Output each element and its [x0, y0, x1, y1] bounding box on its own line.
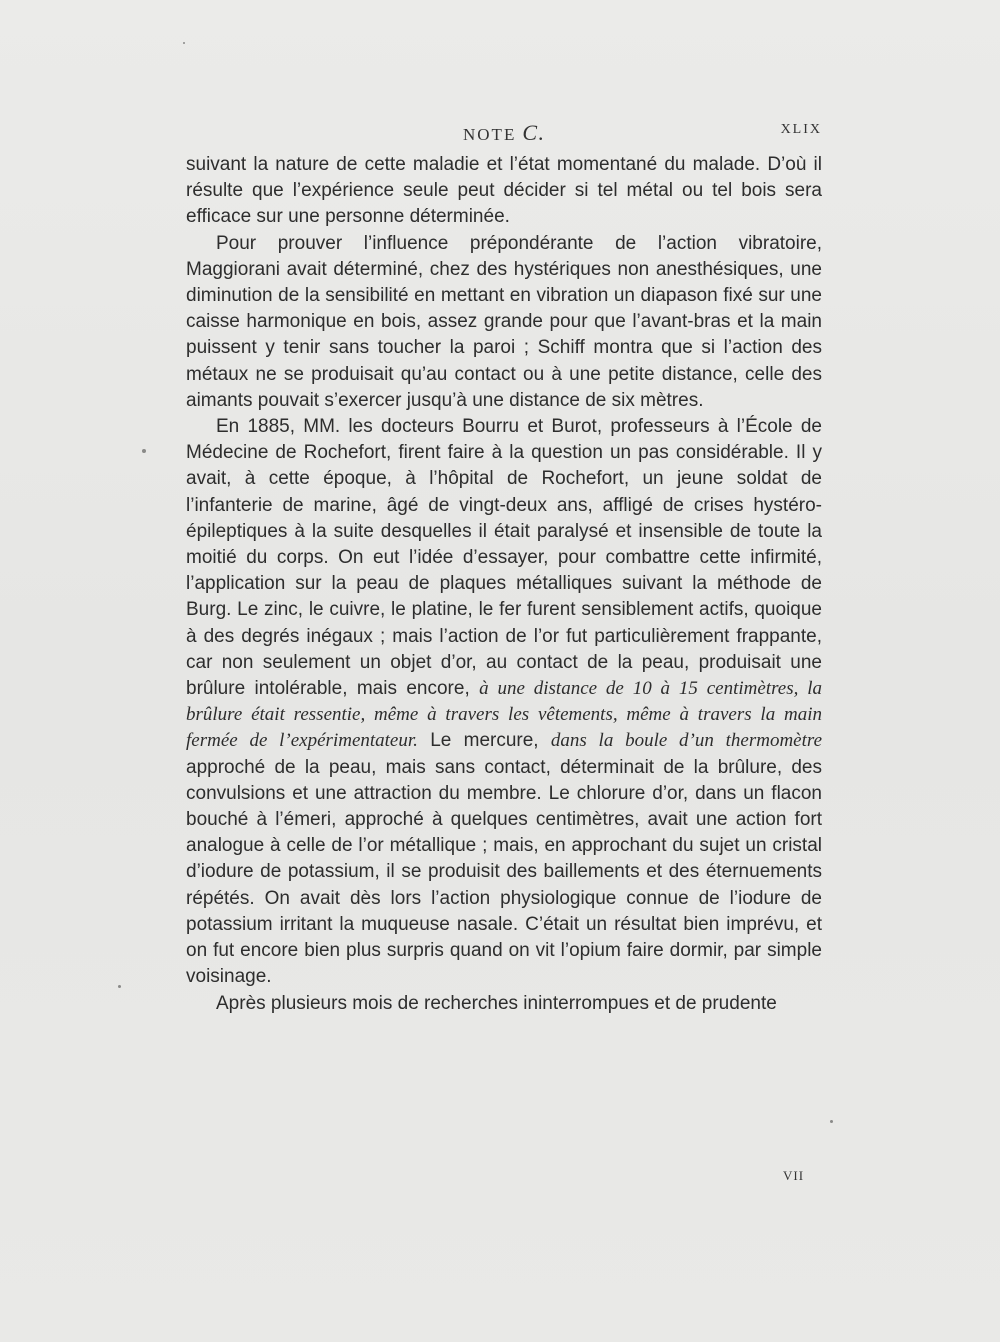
paragraph-2: Pour prouver l’influence prépondérante de l’action vibratoire, Maggiorani avait déterminé, chez des hystériques non anesthésiques, une diminution de la sensibilité en mettant en vibration un diapason fixé sur une caisse harmonique en bois, assez grande pour que l’avant-bras et la main puissent y tenir sans toucher la paroi ; Schiff montra que si l’action des métaux ne se produisait qu’au contact ou à une petite distance, celle des aimants pouvait s’exercer jusqu’à une distance de six mètres.: [186, 232, 822, 411]
print-speck: [830, 1120, 833, 1123]
paragraph-3-italic-2: dans la boule d’un thermomètre: [550, 730, 823, 752]
body-text: [186, 152, 822, 1017]
paragraph-3-text-a: En 1885, MM. les docteurs Bourru et Burot, professeurs à l’École de Médecine de Rochefort, firent faire à la question un pas considérable. Il y avait, à cette époque, à l’hôpital de Rochefort, un jeune soldat de l’infanterie de marine, âgé de vingt-deux ans, affligé de crises hystéro-épileptiques à la suite desquelles il était paralysé et insensible de toute la moitié du corps. On eut l’idée d’essayer, pour combattre cette infirmité, l’application sur la peau de plaques métalliques suivant la méthode de Burg. Le zinc, le cuivre, le platine, le fer furent sensiblement actifs, quoique à des degrés inégaux ; mais l’action de l’or fut particulièrement frappante, car non seulement un objet d’or, au contact de la peau, produisait une brûlure intolérable, mais encore,: [186, 416, 822, 700]
print-speck: [183, 42, 185, 44]
running-title: [463, 120, 546, 146]
paragraph-3-text-b: Le mercure,: [430, 730, 539, 752]
running-title-prefix: NOTE: [463, 125, 517, 144]
print-speck: [118, 985, 121, 988]
running-title-letter: C.: [522, 120, 546, 145]
paragraph-1: suivant la nature de cette maladie et l’état momentané du malade. D’où il résulte que l’expérience seule peut décider si tel métal ou tel bois sera efficace sur une personne déterminée.: [186, 154, 822, 228]
paragraph-3: [186, 414, 822, 990]
paragraph-3-italic-1: à une distance de 10 à 15 centimètres, la brûlure était ressentie, même à travers les vêtements, même à travers la main fermée de l’expérimentateur.: [186, 678, 822, 752]
page-number: XLIX: [780, 122, 822, 137]
print-speck: [142, 449, 146, 453]
paragraph-4: Après plusieurs mois de recherches ininterrompues et de prudente: [216, 992, 777, 1014]
signature-mark: VII: [783, 1168, 805, 1183]
page-header: [186, 120, 822, 150]
paragraph-3-text-c: approché de la peau, mais sans contact, déterminait de la brûlure, des convulsions et une attraction du membre. Le chlorure d’or, dans un flacon bouché à l’émeri, approché à quelques centimètres, avait une action fort analogue à celle de l’or métallique ; mais, en approchant du sujet un cristal d’iodure de potassium, il se produisit des baillements et des éternuements répétés. On avait dès lors l’action physiologique connue de l’iodure de potassium irritant la muqueuse nasale. C’était un résultat bien imprévu, et on fut encore bien plus surpris quand on vit l’opium faire dormir, par simple voisinage.: [186, 756, 822, 988]
